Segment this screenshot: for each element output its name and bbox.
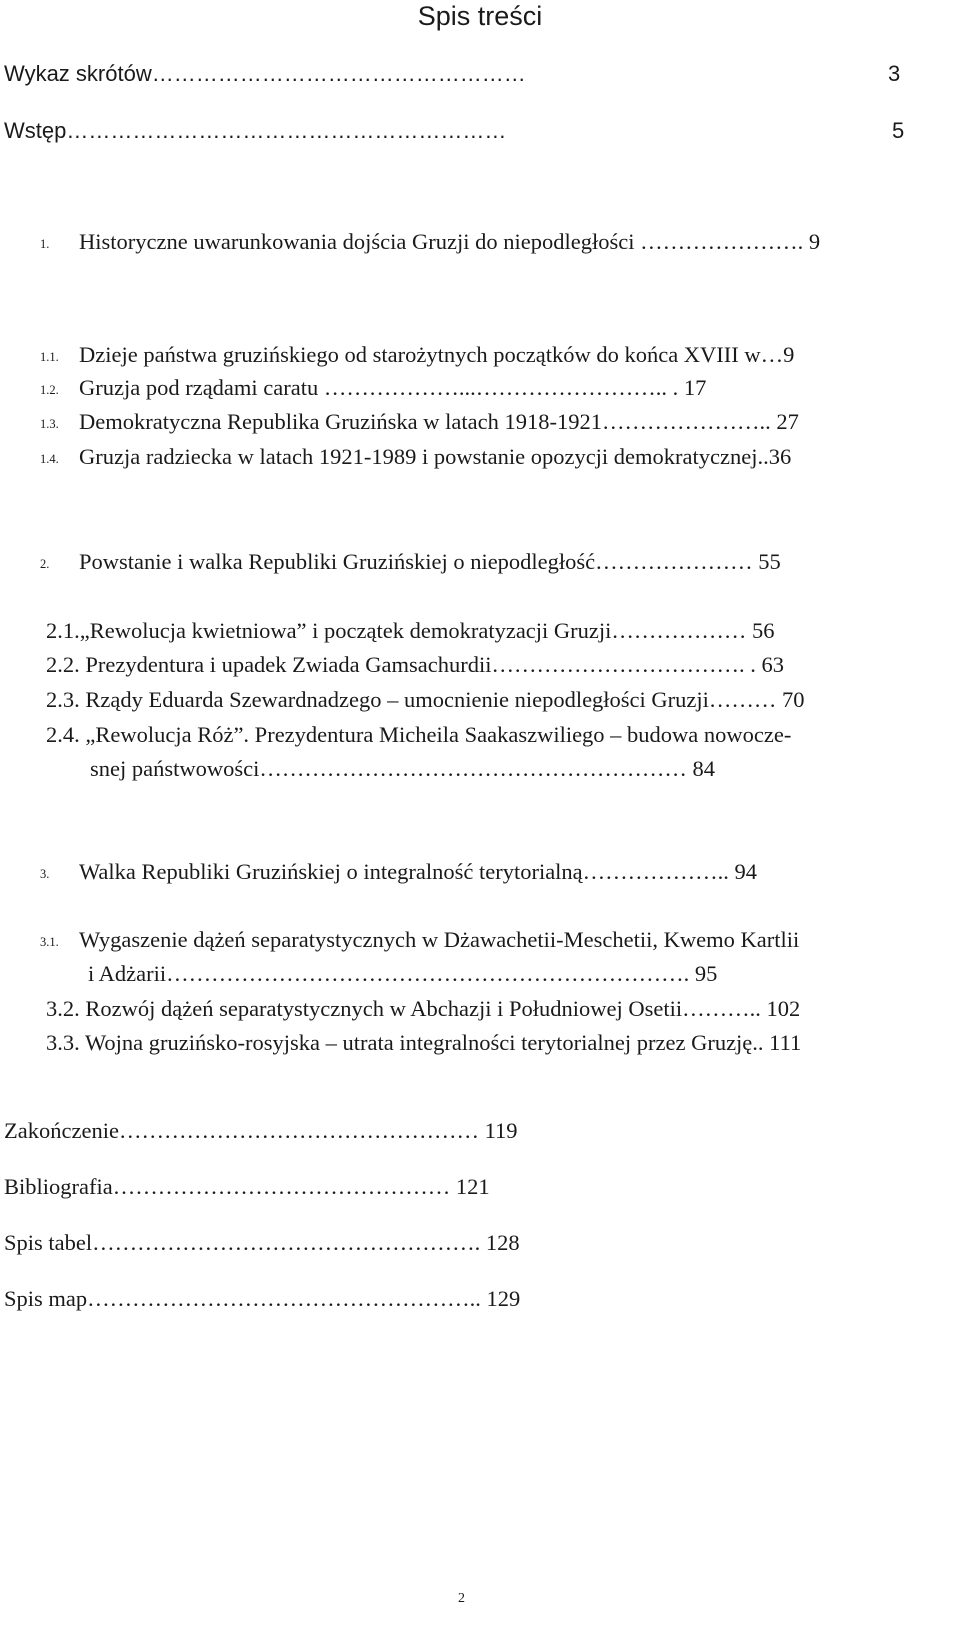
toc-entry-text: i Adżarii bbox=[88, 961, 167, 986]
toc-entry-text: snej państwowości bbox=[90, 756, 260, 781]
toc-page-number: 9 bbox=[783, 342, 795, 367]
toc-page-number: 55 bbox=[758, 549, 781, 574]
toc-entry-number: 3.2. bbox=[46, 996, 80, 1021]
toc-page-number: 5 bbox=[892, 118, 905, 143]
toc-page-number: 27 bbox=[776, 409, 799, 434]
toc-entry-2-1[interactable] bbox=[46, 617, 775, 645]
toc-page-number: 36 bbox=[768, 444, 792, 469]
toc-entry-3-1[interactable] bbox=[40, 926, 799, 956]
toc-entry-text: Demokratyczna Republika Gruzińska w latach 1918-1921 bbox=[79, 409, 602, 434]
toc-entry-bibliografia[interactable] bbox=[4, 1173, 490, 1201]
toc-entry-chapter-2[interactable] bbox=[40, 548, 781, 578]
toc-entry-spis-map[interactable] bbox=[4, 1285, 520, 1313]
toc-entry-text: Dzieje państwa gruzińskiego od starożytnych początków do końca XVIII w bbox=[79, 342, 761, 367]
toc-page-number: 70 bbox=[782, 687, 805, 712]
toc-entry-number: 3.1. bbox=[40, 935, 59, 949]
toc-entry-text: Wstęp bbox=[4, 118, 67, 143]
toc-entry-text: Wykaz skrótów bbox=[4, 61, 152, 86]
page-number: 2 bbox=[458, 1591, 465, 1606]
toc-entry-2-3[interactable] bbox=[46, 686, 805, 714]
toc-entry-wykaz-skrotow[interactable] bbox=[4, 60, 526, 88]
toc-entry-3-2[interactable] bbox=[46, 995, 800, 1023]
toc-leader: ……… bbox=[708, 687, 783, 712]
toc-leader: ……………….. bbox=[582, 859, 735, 884]
toc-leader: …………………………………………… bbox=[151, 61, 526, 86]
toc-entry-text: Spis tabel bbox=[4, 1230, 93, 1255]
toc-entry-text: Rozwój dążeń separatystycznych w Abchazji i Południowej Osetii bbox=[85, 996, 683, 1021]
toc-entry-number: 1.1. bbox=[40, 350, 59, 364]
toc-leader: …………………………………………………… bbox=[66, 118, 507, 143]
toc-entry-zakonczenie[interactable] bbox=[4, 1117, 517, 1145]
toc-entry-2-4-continuation[interactable] bbox=[90, 755, 715, 783]
toc-page-number: 84 bbox=[692, 756, 715, 781]
toc-entry-3-3[interactable] bbox=[46, 1029, 801, 1057]
toc-leader: ………………… bbox=[595, 549, 759, 574]
toc-entry-number: 1.3. bbox=[40, 417, 59, 431]
toc-leader: ……………… bbox=[611, 618, 753, 643]
toc-entry-text: Powstanie i walka Republiki Gruzińskiej o niepodległość bbox=[79, 549, 596, 574]
toc-page-number: 119 bbox=[484, 1118, 518, 1143]
toc-entry-2-4[interactable] bbox=[46, 721, 791, 749]
toc-entry-text: Prezydentura i upadek Zwiada Gamsachurdii bbox=[85, 652, 492, 677]
toc-entry-text: Gruzja pod rządami caratu bbox=[79, 375, 319, 400]
toc-entry-2-2[interactable] bbox=[46, 651, 784, 679]
toc-page-number: 9 bbox=[808, 229, 821, 254]
toc-entry-text: Zakończenie bbox=[4, 1118, 119, 1143]
toc-leader: ……………………………. . bbox=[491, 652, 762, 677]
toc-entry-text: Historyczne uwarunkowania dojścia Gruzji do niepodległości bbox=[79, 229, 635, 254]
toc-leader: … bbox=[760, 342, 784, 367]
toc-page-number: 111 bbox=[769, 1030, 802, 1055]
toc-leader: ……….. bbox=[682, 996, 767, 1021]
toc-page-number: 129 bbox=[486, 1286, 521, 1311]
toc-page-number: 17 bbox=[683, 375, 707, 400]
toc-leader: .. bbox=[757, 444, 769, 469]
toc-entry-text: Wygaszenie dążeń separatystycznych w Dżawachetii-Meschetii, Kwemo Kartlii bbox=[79, 927, 800, 952]
toc-leader: ………………...…………………….. . bbox=[318, 375, 684, 400]
toc-entry-text: Walka Republiki Gruzińskiej o integralność terytorialną bbox=[79, 859, 583, 884]
toc-page-number: 63 bbox=[761, 652, 784, 677]
toc-entry-text: Rządy Eduarda Szewardnadzego – umocnienie niepodległości Gruzji bbox=[85, 687, 709, 712]
toc-leader: ………………….. bbox=[601, 409, 777, 434]
toc-entry-text: Bibliografia bbox=[4, 1174, 113, 1199]
toc-entry-number: 2.2. bbox=[46, 652, 80, 677]
toc-entry-1-3[interactable] bbox=[40, 408, 799, 438]
toc-entry-number: 1.2. bbox=[40, 383, 59, 397]
toc-entry-text: Spis map bbox=[4, 1286, 88, 1311]
toc-entry-spis-tabel[interactable] bbox=[4, 1229, 520, 1257]
toc-entry-number: 2.3. bbox=[46, 687, 80, 712]
toc-entry-number: 3. bbox=[40, 867, 50, 881]
toc-entry-number: 1.4. bbox=[40, 452, 59, 466]
toc-leader: …………………………………………….. bbox=[87, 1286, 487, 1311]
toc-entry-1-1[interactable] bbox=[40, 341, 794, 371]
toc-entry-number: 3.3. bbox=[46, 1030, 80, 1055]
page-title: Spis treści bbox=[417, 1, 543, 31]
toc-page-number: 121 bbox=[455, 1174, 490, 1199]
toc-leader: ………………………………………………… bbox=[259, 756, 693, 781]
toc-leader: ……………………………………… bbox=[112, 1174, 456, 1199]
toc-entry-chapter-1[interactable] bbox=[40, 228, 820, 258]
toc-page-number: 3 bbox=[888, 61, 901, 86]
toc-page-number: 128 bbox=[485, 1230, 520, 1255]
toc-page-number: 102 bbox=[766, 996, 801, 1021]
toc-page-number: 94 bbox=[734, 859, 758, 884]
toc-entry-text: Wojna gruzińsko-rosyjska – utrata integralności terytorialnej przez Gruzję bbox=[84, 1030, 753, 1055]
toc-entry-number: 1. bbox=[40, 237, 50, 251]
toc-entry-3-1-continuation[interactable] bbox=[88, 960, 717, 988]
toc-entry-wstep[interactable] bbox=[4, 117, 506, 145]
toc-leader: .. bbox=[752, 1030, 770, 1055]
toc-entry-number: 2.1. bbox=[46, 618, 80, 643]
toc-entry-text: „Rewolucja Róż”. Prezydentura Micheila Saakaszwiliego – budowa nowocze- bbox=[85, 722, 792, 747]
toc-entry-text: Gruzja radziecka w latach 1921-1989 i powstanie opozycji demokratycznej bbox=[79, 444, 758, 469]
toc-entry-chapter-3[interactable] bbox=[40, 858, 757, 888]
toc-entry-number: 2.4. bbox=[46, 722, 80, 747]
toc-leader: ……………………………………………. bbox=[92, 1230, 486, 1255]
toc-page-number: 95 bbox=[694, 961, 718, 986]
toc-entry-number: 2. bbox=[40, 557, 50, 571]
toc-leader: ……………………………………………………………. bbox=[166, 961, 695, 986]
toc-page-number: 56 bbox=[752, 618, 775, 643]
toc-entry-text: „Rewolucja kwietniowa” i początek demokratyzacji Gruzji bbox=[79, 618, 612, 643]
toc-leader: …………………. bbox=[634, 229, 809, 254]
toc-entry-1-2[interactable] bbox=[40, 374, 706, 404]
toc-entry-1-4[interactable] bbox=[40, 443, 791, 473]
toc-leader: ………………………………………… bbox=[118, 1118, 485, 1143]
